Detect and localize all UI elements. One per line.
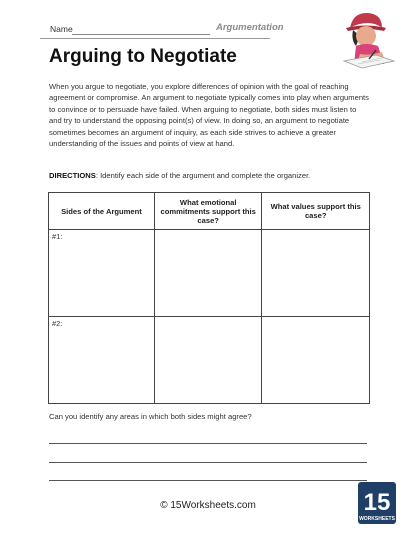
answer-line-1[interactable] xyxy=(49,443,367,444)
answer-line-2[interactable] xyxy=(49,462,367,463)
table-row xyxy=(49,317,370,404)
student-writing-illustration xyxy=(336,6,398,70)
directions-label: DIRECTIONS xyxy=(49,171,96,180)
side-1-emotional-cell[interactable] xyxy=(154,230,262,317)
side-2-values-cell[interactable] xyxy=(262,317,370,404)
header-sides: Sides of the Argument xyxy=(49,193,155,230)
name-label: Name xyxy=(50,24,73,34)
side-2-cell[interactable]: #2: xyxy=(49,317,155,404)
topic-label: Argumentation xyxy=(216,22,284,33)
table-row xyxy=(49,230,370,317)
table-header-row xyxy=(49,193,370,230)
intro-paragraph: When you argue to negotiate, you explore differences of opinion with the goal of reaching agreement or compromise. An argument to negotiate typically comes into play when arguments to convince or to persuade have failed. When arguing to negotiate, both sides must listen to and try to understand the opposing point(s) of view. In doing so, an argument to negotiate sometimes becomes an argument of inquiry, as each side strives to achieve a greater understanding of the issues and points of view at hand. xyxy=(49,82,369,149)
side-1-cell[interactable]: #1: xyxy=(49,230,155,317)
name-row xyxy=(40,20,284,40)
header-emotional-commitments: What emotional commitments support this case? xyxy=(154,193,262,230)
logo-word: WORKSHEETS xyxy=(359,516,395,522)
answer-line-3[interactable] xyxy=(49,480,367,481)
agreement-question: Can you identify any areas in which both sides might agree? xyxy=(49,412,252,421)
name-line[interactable] xyxy=(72,34,210,35)
organizer-table xyxy=(48,192,370,404)
side-2-emotional-cell[interactable] xyxy=(154,317,262,404)
footer-credit: © 15Worksheets.com xyxy=(160,500,256,511)
directions xyxy=(49,171,369,180)
directions-text: : Identify each side of the argument and complete the organizer. xyxy=(95,171,311,180)
logo-number: 15 xyxy=(363,489,391,516)
side-1-values-cell[interactable] xyxy=(262,230,370,317)
15worksheets-logo xyxy=(356,480,398,526)
header-rule xyxy=(40,38,270,39)
page-title: Arguing to Negotiate xyxy=(49,46,237,67)
header-values: What values support this case? xyxy=(262,193,370,230)
